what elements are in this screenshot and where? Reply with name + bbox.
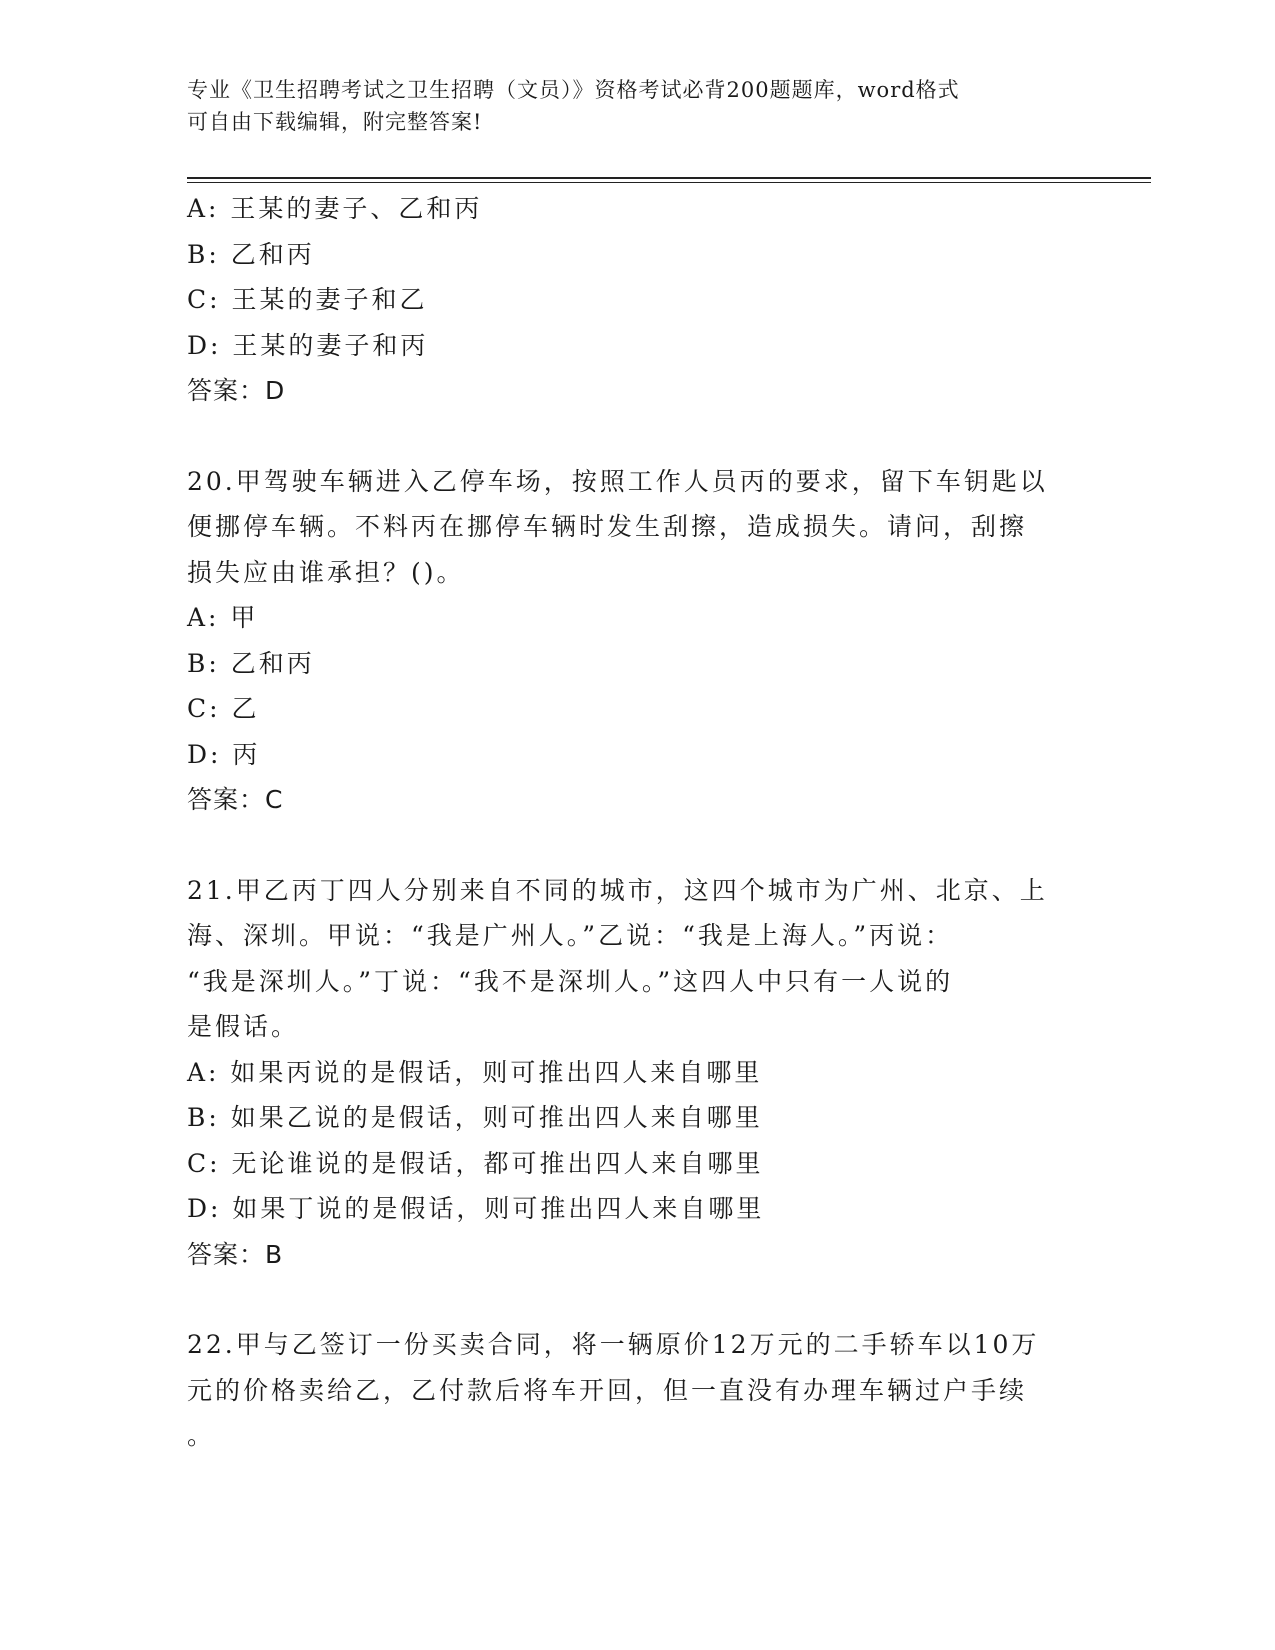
answer: 答案：D bbox=[187, 376, 286, 405]
option-d: D: 丙 bbox=[187, 739, 261, 769]
option-b: B: 乙和丙 bbox=[187, 239, 315, 269]
option-d: D: 如果丁说的是假话，则可推出四人来自哪里 bbox=[187, 1194, 765, 1223]
option-c: C: 王某的妻子和乙 bbox=[187, 285, 428, 314]
option-b: B: 乙和丙 bbox=[187, 648, 315, 678]
option-d: D: 王某的妻子和丙 bbox=[187, 330, 429, 360]
header-rule-thin bbox=[187, 182, 1151, 183]
option-c: C: 乙 bbox=[187, 694, 260, 723]
option-a: A: 甲 bbox=[187, 603, 259, 632]
question-stem-line: 是假话。 bbox=[187, 1012, 300, 1041]
question-list bbox=[187, 186, 1067, 1459]
question-stem-line: 海、深圳。甲说：“我是广州人。”乙说：“我是上海人。”丙说： bbox=[187, 921, 954, 950]
question-20 bbox=[187, 459, 1067, 823]
answer: 答案：C bbox=[187, 785, 284, 814]
question-stem-line: 20.甲驾驶车辆进入乙停车场，按照工作人员丙的要求，留下车钥匙以 bbox=[187, 466, 1048, 496]
question-stem-line: 元的价格卖给乙，乙付款后将车开回，但一直没有办理车辆过户手续 bbox=[187, 1375, 1028, 1405]
answer: 答案：B bbox=[187, 1239, 284, 1269]
question-stem-line: 。 bbox=[187, 1421, 216, 1450]
option-b: B: 如果乙说的是假话，则可推出四人来自哪里 bbox=[187, 1103, 763, 1132]
question-stem-line: 便挪停车辆。不料丙在挪停车辆时发生刮擦，造成损失。请问，刮擦 bbox=[187, 512, 1028, 541]
question-stem-line: 损失应由谁承担？()。 bbox=[187, 557, 465, 587]
option-c: C: 无论谁说的是假话，都可推出四人来自哪里 bbox=[187, 1148, 764, 1178]
question-22 bbox=[187, 1322, 1067, 1459]
header-rule-thick bbox=[187, 177, 1151, 179]
option-a: A: 王某的妻子、乙和丙 bbox=[187, 194, 483, 223]
header-line-1: 专业《卫生招聘考试之卫生招聘（文员）》资格考试必背200题题库，word格式 bbox=[187, 78, 960, 102]
question-21 bbox=[187, 868, 1067, 1278]
question-19 bbox=[187, 186, 1067, 414]
question-stem-line: 21.甲乙丙丁四人分别来自不同的城市，这四个城市为广州、北京、上 bbox=[187, 875, 1048, 905]
document-header bbox=[187, 74, 1067, 138]
header-line-2: 可自由下载编辑，附完整答案! bbox=[187, 110, 483, 134]
option-a: A: 如果丙说的是假话，则可推出四人来自哪里 bbox=[187, 1057, 763, 1087]
question-stem-line: “我是深圳人。”丁说：“我不是深圳人。”这四人中只有一人说的 bbox=[187, 966, 954, 996]
question-stem-line: 22.甲与乙签订一份买卖合同，将一辆原价12万元的二手轿车以10万 bbox=[187, 1330, 1040, 1359]
